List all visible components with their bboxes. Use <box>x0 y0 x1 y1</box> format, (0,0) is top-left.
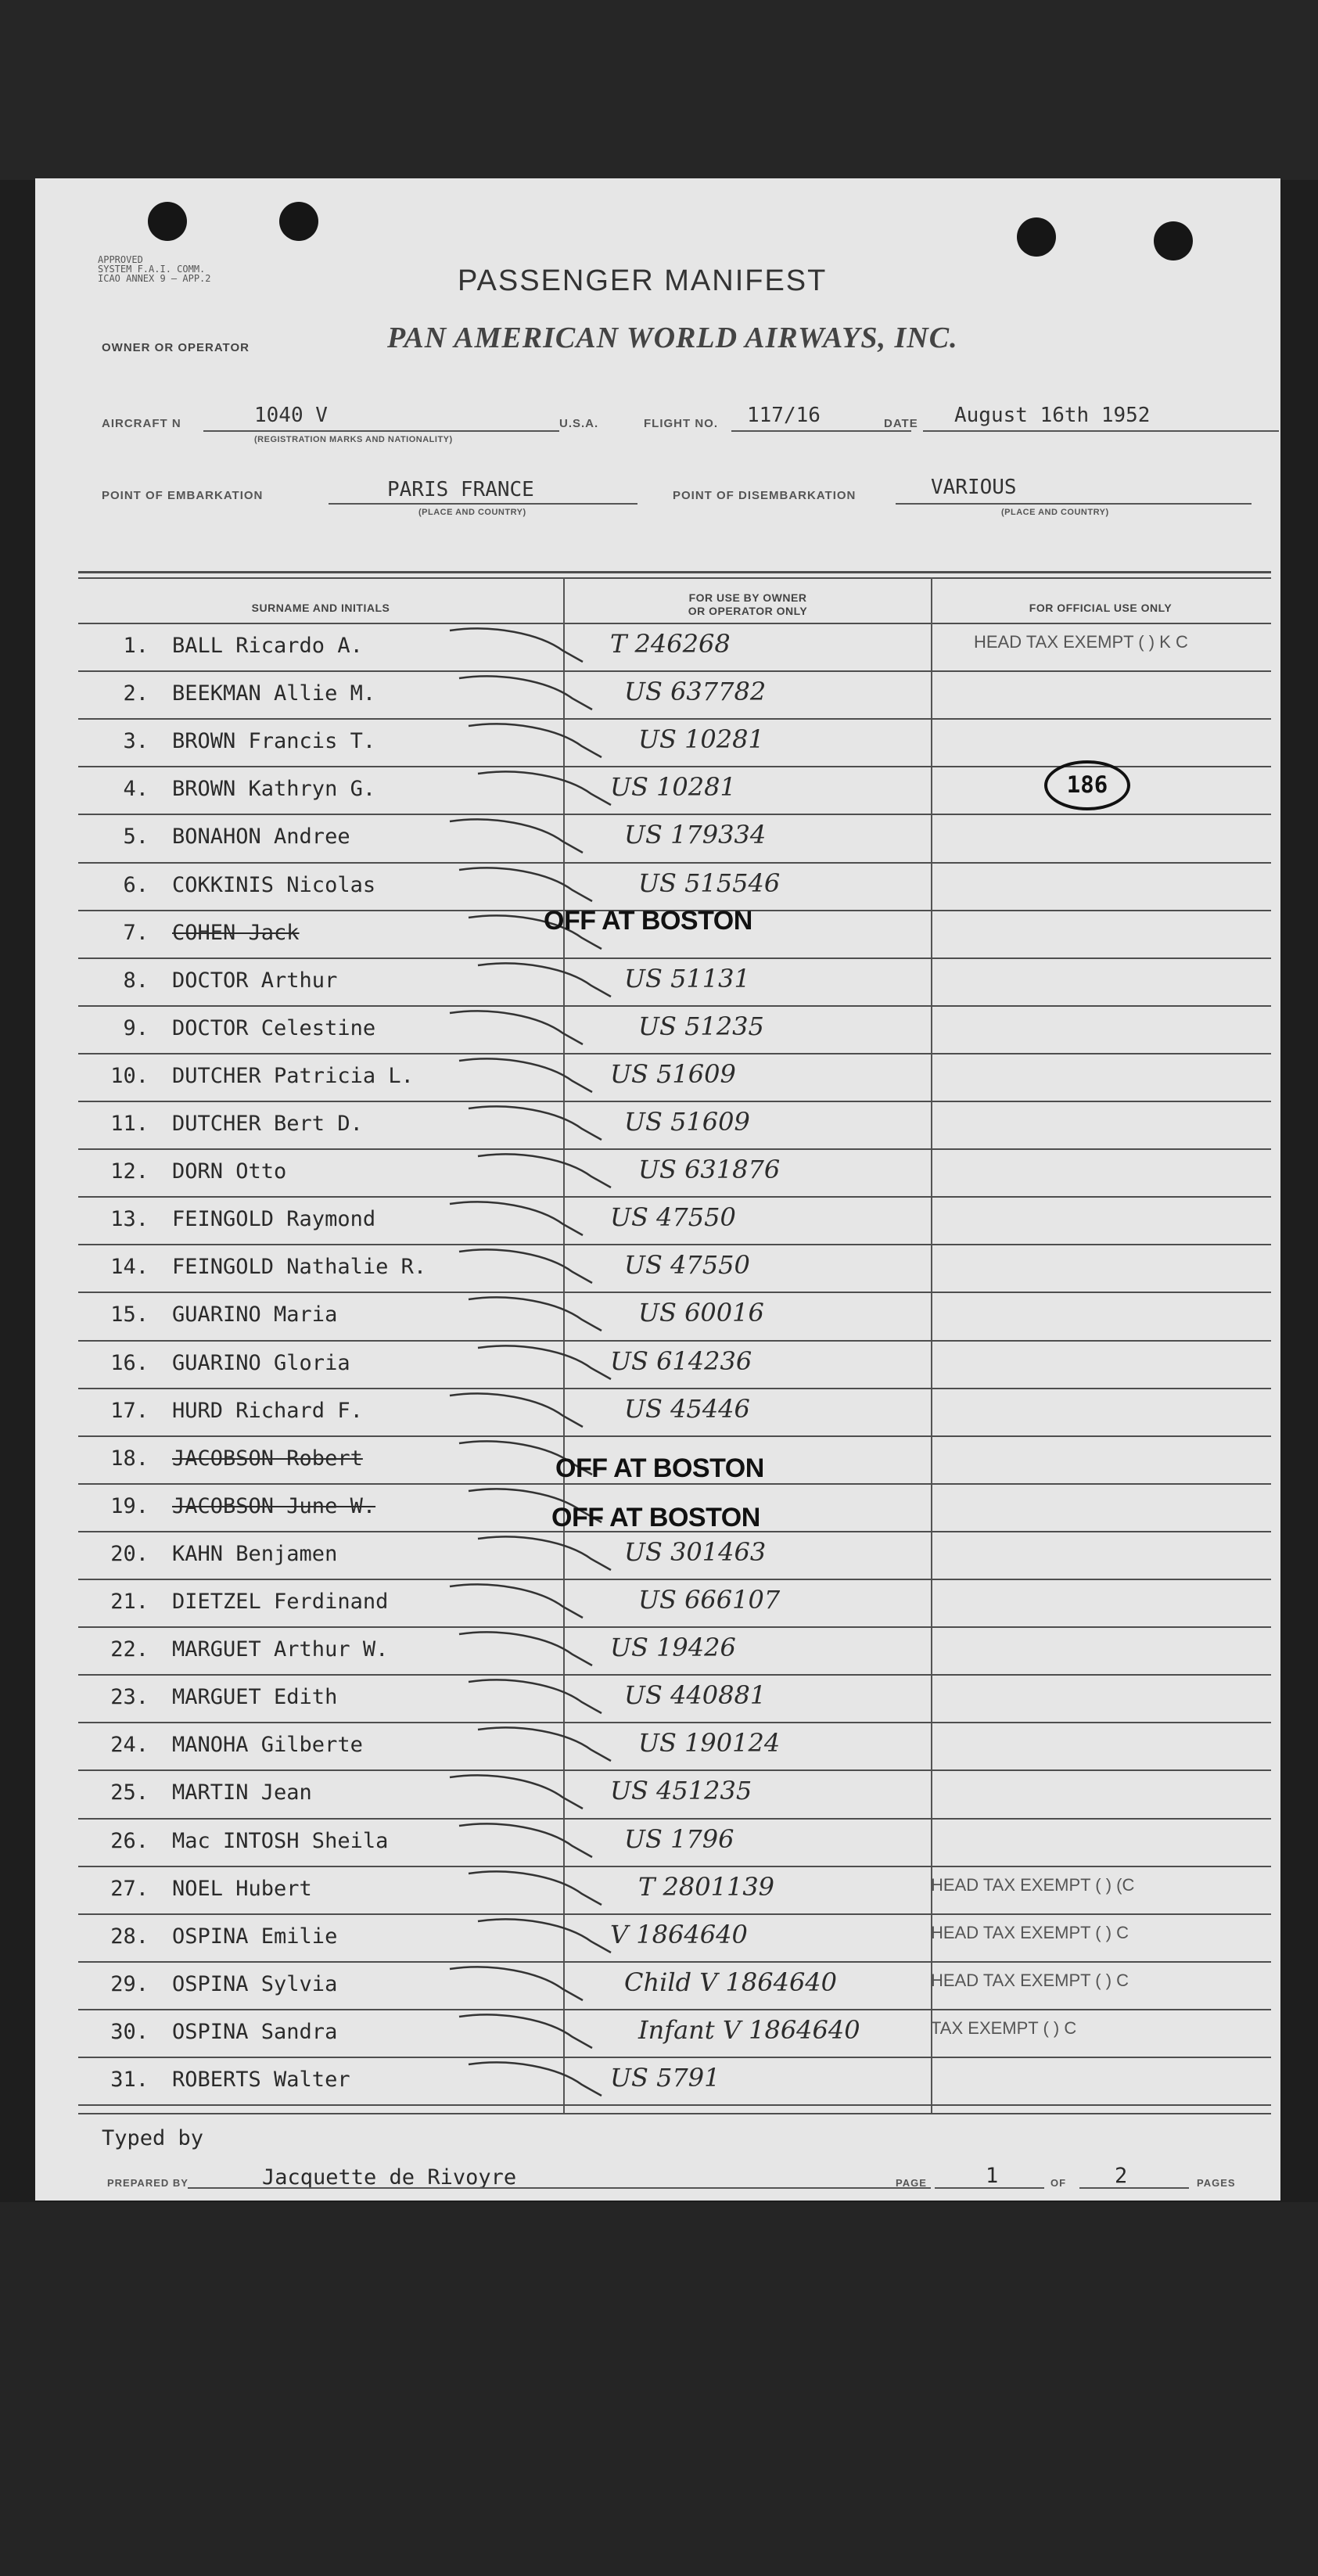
disembarkation-value: VARIOUS <box>931 476 1017 499</box>
embarkation-value: PARIS FRANCE <box>387 478 534 501</box>
check-mark <box>474 1907 623 1962</box>
table-row <box>78 1244 1271 1292</box>
table-row <box>78 1196 1271 1244</box>
approval-note: APPROVED SYSTEM F.A.I. COMM. ICAO ANNEX 9 — APP.2 <box>98 254 211 284</box>
passport-number: US 637782 <box>624 677 767 707</box>
page-title: PASSENGER MANIFEST <box>458 264 828 297</box>
check-mark <box>465 1285 613 1340</box>
passenger-name: FEINGOLD Nathalie R. <box>172 1255 427 1280</box>
off-at-boston-stamp: OFF AT BOSTON <box>555 1453 764 1483</box>
passport-number: US 515546 <box>638 868 781 898</box>
passenger-name: DORN Otto <box>172 1159 287 1184</box>
passport-number: Infant V 1864640 <box>638 2014 860 2045</box>
row-rule <box>78 2104 1271 2106</box>
punch-hole <box>1017 217 1056 257</box>
row-number: 27. <box>110 1876 149 1901</box>
row-number: 19. <box>110 1493 149 1518</box>
table-row <box>78 1292 1271 1339</box>
passport-number: US 440881 <box>624 1680 767 1711</box>
registration-note: (REGISTRATION MARKS AND NATIONALITY) <box>254 435 453 444</box>
passenger-name: BROWN Kathryn G. <box>172 777 376 802</box>
passenger-name: DIETZEL Ferdinand <box>172 1590 389 1614</box>
underline <box>896 503 1252 505</box>
row-number: 4. <box>123 777 149 802</box>
check-mark <box>474 951 623 1006</box>
row-number: 13. <box>110 1207 149 1232</box>
underline <box>935 2187 1044 2189</box>
passport-number: US 10281 <box>610 772 736 803</box>
check-mark <box>446 999 594 1054</box>
passenger-name: GUARINO Maria <box>172 1302 338 1328</box>
table-row <box>78 1579 1271 1626</box>
page-value: 1 <box>986 2164 999 2188</box>
row-number: 16. <box>110 1350 149 1375</box>
airline-name: PAN AMERICAN WORLD AIRWAYS, INC. <box>387 322 958 354</box>
underline <box>1079 2187 1189 2189</box>
passenger-name: OSPINA Emilie <box>172 1924 338 1949</box>
date-value: August 16th 1952 <box>954 404 1151 427</box>
table-row <box>78 1818 1271 1866</box>
passport-number: Child V 1864640 <box>624 1967 838 1997</box>
typed-by-label: Typed by <box>102 2126 204 2150</box>
check-mark <box>474 1142 623 1197</box>
table-row <box>78 957 1271 1005</box>
check-mark <box>465 1859 613 1914</box>
check-mark <box>446 1572 594 1627</box>
passport-number: US 1796 <box>624 1823 734 1854</box>
flight-label: FLIGHT NO. <box>644 417 718 430</box>
passenger-name: DOCTOR Celestine <box>172 1015 376 1040</box>
check-mark <box>446 616 594 671</box>
check-mark <box>446 1381 594 1436</box>
passport-number: US 51609 <box>610 1058 736 1089</box>
passenger-name: BROWN Francis T. <box>172 729 376 754</box>
passport-number: US 631876 <box>638 1155 781 1185</box>
check-mark <box>455 2003 604 2057</box>
passenger-name: MARGUET Edith <box>172 1685 338 1710</box>
check-mark <box>455 664 604 719</box>
check-mark <box>474 1716 623 1770</box>
row-number: 20. <box>110 1541 149 1566</box>
punch-hole <box>279 202 318 241</box>
passenger-name: DOCTOR Arthur <box>172 968 338 993</box>
table-row <box>78 1101 1271 1148</box>
table-row <box>78 2009 1271 2057</box>
passport-number: US 5791 <box>610 2063 720 2093</box>
passenger-name: MANOHA Gilberte <box>172 1733 363 1758</box>
embarkation-label: POINT OF EMBARKATION <box>102 489 264 502</box>
prepared-label: PREPARED BY <box>107 2177 189 2189</box>
check-mark <box>455 856 604 911</box>
row-number: 25. <box>110 1780 149 1805</box>
table-row <box>78 2057 1271 2104</box>
passenger-name: DUTCHER Patricia L. <box>172 1063 414 1088</box>
table-row <box>78 1053 1271 1101</box>
table-row <box>78 1769 1271 1817</box>
underline <box>329 503 637 505</box>
row-number: 31. <box>110 2068 149 2092</box>
passenger-name: BEEKMAN Allie M. <box>172 681 376 706</box>
official-note: HEAD TAX EXEMPT ( ) C <box>931 1922 1129 1942</box>
owner-label: OWNER OR OPERATOR <box>102 341 250 354</box>
table-row <box>78 862 1271 910</box>
table-top-rule <box>78 577 1271 579</box>
passport-number: US 451235 <box>610 1776 752 1806</box>
row-number: 11. <box>110 1112 149 1136</box>
check-mark <box>446 1190 594 1245</box>
row-number: 17. <box>110 1398 149 1423</box>
aircraft-value: 1040 V <box>254 404 328 427</box>
passport-number: US 47550 <box>624 1250 750 1281</box>
row-number: 2. <box>123 681 149 706</box>
row-number: 8. <box>123 968 149 993</box>
passport-number: V 1864640 <box>610 1919 748 1949</box>
passport-number: US 301463 <box>624 1536 767 1567</box>
underline <box>203 430 559 432</box>
manifest-page <box>35 178 1280 2201</box>
passenger-name: COKKINIS Nicolas <box>172 872 376 897</box>
passenger-name: JACOBSON Robert <box>172 1446 363 1471</box>
passport-number: US 47550 <box>610 1202 736 1233</box>
check-mark <box>465 1668 613 1723</box>
check-mark <box>465 1094 613 1149</box>
scan-border-bottom <box>0 2202 1318 2576</box>
passport-number: US 51131 <box>624 963 750 993</box>
row-number: 24. <box>110 1733 149 1758</box>
passenger-name: Mac INTOSH Sheila <box>172 1828 389 1853</box>
table-row <box>78 670 1271 718</box>
row-number: 14. <box>110 1255 149 1280</box>
table-bottom-rule <box>78 2113 1271 2114</box>
passenger-name: BALL Ricardo A. <box>172 634 363 658</box>
pages-label: PAGES <box>1197 2177 1236 2189</box>
place-note: (PLACE AND COUNTRY) <box>1001 508 1109 517</box>
table-row <box>78 1005 1271 1053</box>
table-row <box>78 1674 1271 1722</box>
passport-number: US 51609 <box>624 1107 750 1137</box>
of-label: OF <box>1050 2177 1067 2189</box>
passport-number: US 666107 <box>638 1585 781 1615</box>
of-value: 2 <box>1115 2164 1128 2188</box>
off-at-boston-stamp: OFF AT BOSTON <box>551 1503 760 1532</box>
row-number: 18. <box>110 1446 149 1471</box>
row-number: 15. <box>110 1302 149 1328</box>
official-note: TAX EXEMPT ( ) C <box>931 2017 1077 2038</box>
check-mark <box>474 760 623 814</box>
passenger-name: BONAHON Andree <box>172 825 350 850</box>
column-header-official: FOR OFFICIAL USE ONLY <box>1029 602 1173 614</box>
table-row <box>78 1531 1271 1579</box>
prepared-value: Jacquette de Rivoyre <box>262 2165 517 2190</box>
table-row <box>78 1148 1271 1196</box>
passenger-name: NOEL Hubert <box>172 1876 312 1901</box>
row-number: 3. <box>123 729 149 754</box>
aircraft-label: AIRCRAFT N <box>102 417 181 430</box>
row-number: 29. <box>110 1971 149 1996</box>
passport-number: US 51235 <box>638 1011 764 1041</box>
table-row <box>78 1913 1271 1961</box>
row-number: 21. <box>110 1590 149 1614</box>
table-row <box>78 814 1271 861</box>
official-note: HEAD TAX EXEMPT ( ) C <box>931 1970 1129 1990</box>
row-number: 26. <box>110 1828 149 1853</box>
passenger-name: ROBERTS Walter <box>172 2068 350 2092</box>
passport-number: US 60016 <box>638 1298 764 1328</box>
table-row <box>78 1722 1271 1769</box>
passport-number: US 614236 <box>610 1345 752 1376</box>
row-number: 10. <box>110 1063 149 1088</box>
table-row <box>78 1626 1271 1674</box>
check-mark <box>446 1763 594 1818</box>
check-mark <box>455 1047 604 1101</box>
passport-number: T 246268 <box>610 629 731 659</box>
official-note: HEAD TAX EXEMPT ( ) (C <box>931 1874 1135 1895</box>
passport-number: US 45446 <box>624 1393 750 1424</box>
date-label: DATE <box>884 417 918 430</box>
passport-number: T 2801139 <box>638 1871 775 1902</box>
row-number: 30. <box>110 2019 149 2044</box>
row-number: 1. <box>123 634 149 658</box>
check-mark <box>474 1334 623 1389</box>
check-mark <box>446 807 594 862</box>
row-number: 9. <box>123 1015 149 1040</box>
place-note: (PLACE AND COUNTRY) <box>418 508 526 517</box>
scan-border-top <box>0 0 1318 180</box>
table-top-rule <box>78 571 1271 573</box>
punch-hole <box>148 202 187 241</box>
passenger-name: JACOBSON June W. <box>172 1493 376 1518</box>
passenger-name: KAHN Benjamen <box>172 1541 338 1566</box>
check-mark <box>455 1238 604 1292</box>
passenger-name: FEINGOLD Raymond <box>172 1207 376 1232</box>
passenger-name: OSPINA Sandra <box>172 2019 338 2044</box>
circled-number: 186 <box>1044 760 1130 810</box>
row-number: 7. <box>123 920 149 945</box>
row-number: 23. <box>110 1685 149 1710</box>
underline <box>731 430 911 432</box>
row-number: 22. <box>110 1637 149 1662</box>
passport-number: US 10281 <box>638 724 764 755</box>
passport-number: US 19426 <box>610 1633 736 1663</box>
check-mark <box>465 712 613 767</box>
passenger-name: HURD Richard F. <box>172 1398 363 1423</box>
country-label: U.S.A. <box>559 417 599 430</box>
passenger-name: MARTIN Jean <box>172 1780 312 1805</box>
table-row <box>78 1866 1271 1913</box>
underline <box>188 2187 931 2189</box>
off-at-boston-stamp: OFF AT BOSTON <box>544 906 752 936</box>
row-number: 6. <box>123 872 149 897</box>
table-row <box>78 1961 1271 2009</box>
official-note: HEAD TAX EXEMPT ( ) K C <box>974 632 1188 652</box>
passenger-name: DUTCHER Bert D. <box>172 1112 363 1136</box>
punch-hole <box>1154 221 1193 260</box>
page-label: PAGE <box>896 2177 927 2189</box>
flight-value: 117/16 <box>747 404 821 427</box>
check-mark <box>465 2050 613 2105</box>
row-number: 5. <box>123 825 149 850</box>
table-row <box>78 1340 1271 1388</box>
column-header-owner: FOR USE BY OWNER OR OPERATOR ONLY <box>688 591 808 617</box>
check-mark <box>455 1620 604 1675</box>
underline <box>923 430 1279 432</box>
table-row <box>78 1388 1271 1435</box>
passenger-name: MARGUET Arthur W. <box>172 1637 389 1662</box>
table-row <box>78 623 1271 670</box>
row-number: 28. <box>110 1924 149 1949</box>
passport-number: US 179334 <box>624 820 767 850</box>
disembarkation-label: POINT OF DISEMBARKATION <box>673 489 857 502</box>
row-number: 12. <box>110 1159 149 1184</box>
check-mark <box>446 1955 594 2010</box>
table-row <box>78 718 1271 766</box>
check-mark <box>455 1812 604 1866</box>
passport-number: US 190124 <box>638 1728 781 1759</box>
passenger-name: COHEN Jack <box>172 920 300 945</box>
passenger-name: OSPINA Sylvia <box>172 1971 338 1996</box>
passenger-name: GUARINO Gloria <box>172 1350 350 1375</box>
column-header-surname: SURNAME AND INITIALS <box>251 602 390 614</box>
